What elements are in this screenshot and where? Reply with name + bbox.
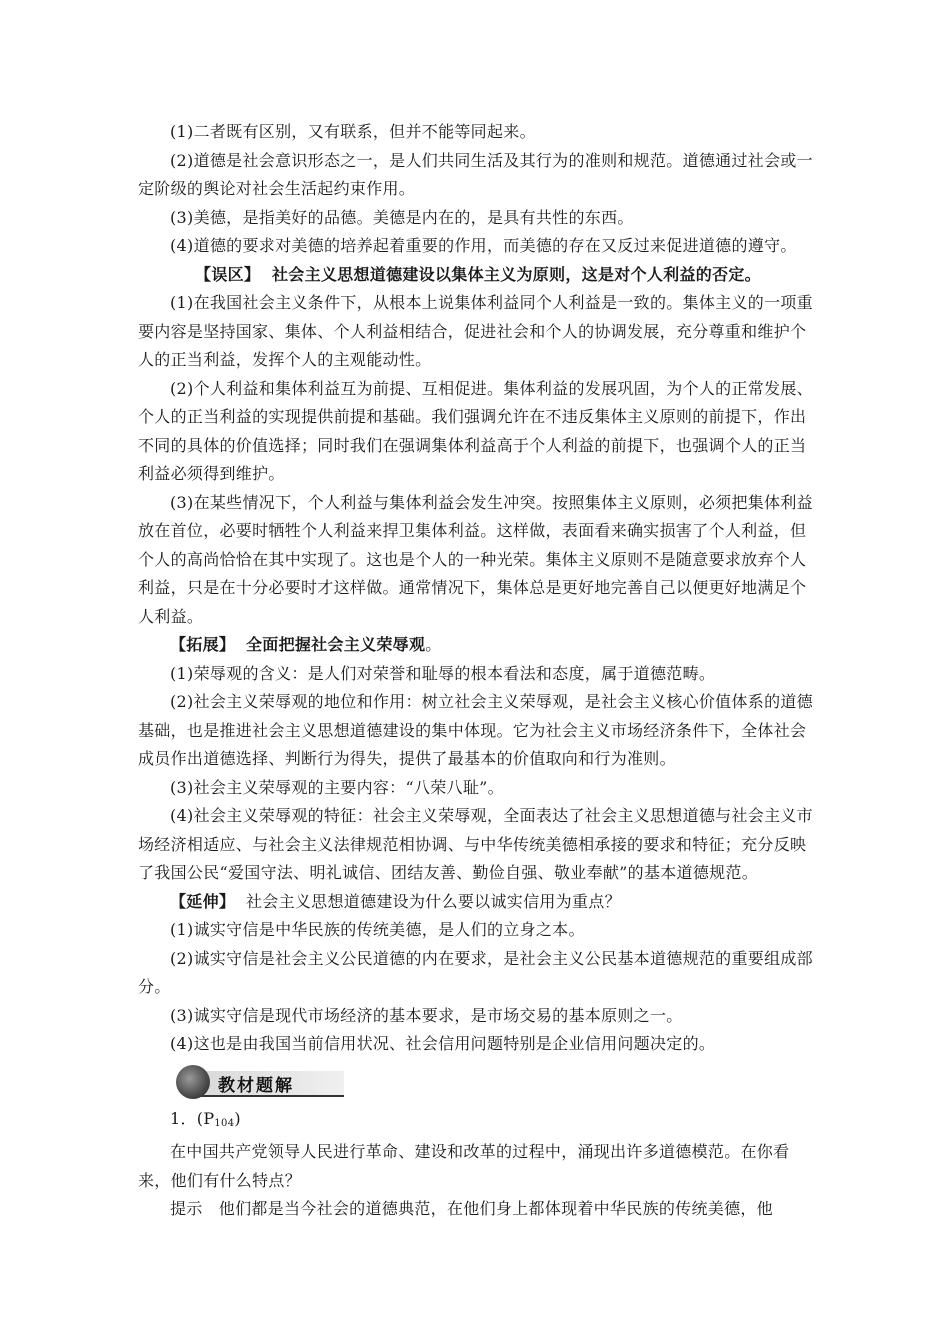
paragraph: (3)在某些情况下，个人利益与集体利益会发生冲突。按照集体主义原则，必须把集体利益放在首位，必要时牺牲个人利益来捍卫集体利益。这样做，表面看来确实损害了个人利益，但个人的高尚恰恰在其中实现了。这也是个人的一种光荣。集体主义原则不是随意要求放弃个人利益，只是在十分必要时才这样做。通常情况下，集体总是更好地完善自己以便更好地满足个人利益。 bbox=[138, 492, 813, 626]
section-heading-title: 教材题解 bbox=[218, 1075, 294, 1096]
page-ref-close: ) bbox=[234, 1108, 241, 1128]
paragraph: (1)在我国社会主义条件下，从根本上说集体利益同个人利益是一致的。集体主义的一项重要内容是坚持国家、集体、个人利益相结合，促进社会和个人的协调发展，充分尊重和维护个人的正当利益，发挥个人的主观能动性。 bbox=[138, 293, 813, 369]
further-title: 社会主义思想道德建设为什么要以诚实信用为重点？ bbox=[245, 891, 621, 911]
paragraph: (2)社会主义荣辱观的地位和作用：树立社会主义荣辱观，是社会主义核心价值体系的道德基础，也是推进社会主义思想道德建设的集中体现。它为社会主义市场经济条件下，全体社会成员作出道德选择、判断行为得失，提供了最基本的价值取向和行为准则。 bbox=[138, 692, 813, 768]
paragraph: (1)诚实守信是中华民族的传统美德，是人们的立身之本。 bbox=[170, 920, 585, 939]
paragraph: (1)二者既有区别，又有联系，但并不能等同起来。 bbox=[170, 122, 536, 141]
paragraph: (2)道德是社会意识形态之一，是人们共同生活及其行为的准则和规范。道德通过社会或一定阶级的舆论对社会生活起约束作用。 bbox=[138, 150, 813, 198]
paragraph: (2)诚实守信是社会主义公民道德的内在要求，是社会主义公民基本道德规范的重要组成部分。 bbox=[138, 948, 813, 996]
paragraph: (3)社会主义荣辱观的主要内容：“八荣八耻”。 bbox=[170, 777, 504, 797]
misconception-title: 社会主义思想道德建设以集体主义为原则，这是对个人利益的否定。 bbox=[271, 264, 761, 284]
extension-heading bbox=[138, 631, 818, 660]
paragraph: (4)社会主义荣辱观的特征：社会主义荣辱观，全面表达了社会主义思想道德与社会主义市场经济相适应、与社会主义法律规范相协调、与中华传统美德相承接的要求和特征；充分反映了我国公民“爱国守法、明礼诚信、团结友善、勤俭自强、敬业奉献”的基本道德规范。 bbox=[138, 806, 813, 882]
paragraph: (2)个人利益和集体利益互为前提、互相促进。集体利益的发展巩固，为个人的正常发展、个人的正当利益的实现提供前提和基础。我们强调允许在不违反集体主义原则的前提下，作出不同的具体的价值选择；同时我们在强调集体利益高于个人利益的前提下，也强调个人的正当利益必须得到维护。 bbox=[138, 378, 813, 483]
further-tag: 【延伸】 bbox=[170, 891, 236, 911]
misconception-tag: 【误区】 bbox=[195, 264, 261, 284]
paragraph: (4)这也是由我国当前信用状况、社会信用问题特别是企业信用问题决定的。 bbox=[170, 1034, 716, 1053]
item-number: 1． bbox=[170, 1108, 197, 1128]
paragraph: (4)道德的要求对美德的培养起着重要的作用，而美德的存在又反过来促进道德的遵守。 bbox=[170, 236, 797, 255]
page-ref-open: (P bbox=[196, 1108, 215, 1128]
hint-paragraph bbox=[138, 1195, 818, 1224]
section-heading-circle-icon bbox=[176, 1065, 210, 1099]
paragraph: (3)美德，是指美好的品德。美德是内在的，是具有共性的东西。 bbox=[170, 207, 634, 227]
section-heading bbox=[176, 1065, 406, 1101]
extension-tag: 【拓展】 bbox=[170, 635, 236, 654]
question-text: 在中国共产党领导人民进行革命、建设和改革的过程中，涌现出许多道德模范。在你看来，他们有什么特点？ bbox=[138, 1142, 790, 1190]
paragraph: (3)诚实守信是现代市场经济的基本要求，是市场交易的基本原则之一。 bbox=[170, 1005, 683, 1025]
question-number bbox=[138, 1105, 818, 1139]
extension-title-end: 。 bbox=[425, 635, 442, 654]
hint-label: 提示 bbox=[170, 1199, 203, 1218]
further-heading bbox=[138, 888, 818, 917]
document-body bbox=[138, 118, 818, 1224]
hint-text: 他们都是当今社会的道德典范，在他们身上都体现着中华民族的传统美德，他 bbox=[218, 1199, 773, 1218]
misconception-heading bbox=[138, 261, 818, 290]
paragraph: (1)荣辱观的含义：是人们对荣誉和耻辱的根本看法和态度，属于道德范畴。 bbox=[170, 663, 716, 683]
page-ref-number: 104 bbox=[214, 1117, 235, 1129]
extension-title: 全面把握社会主义荣辱观 bbox=[245, 635, 426, 654]
